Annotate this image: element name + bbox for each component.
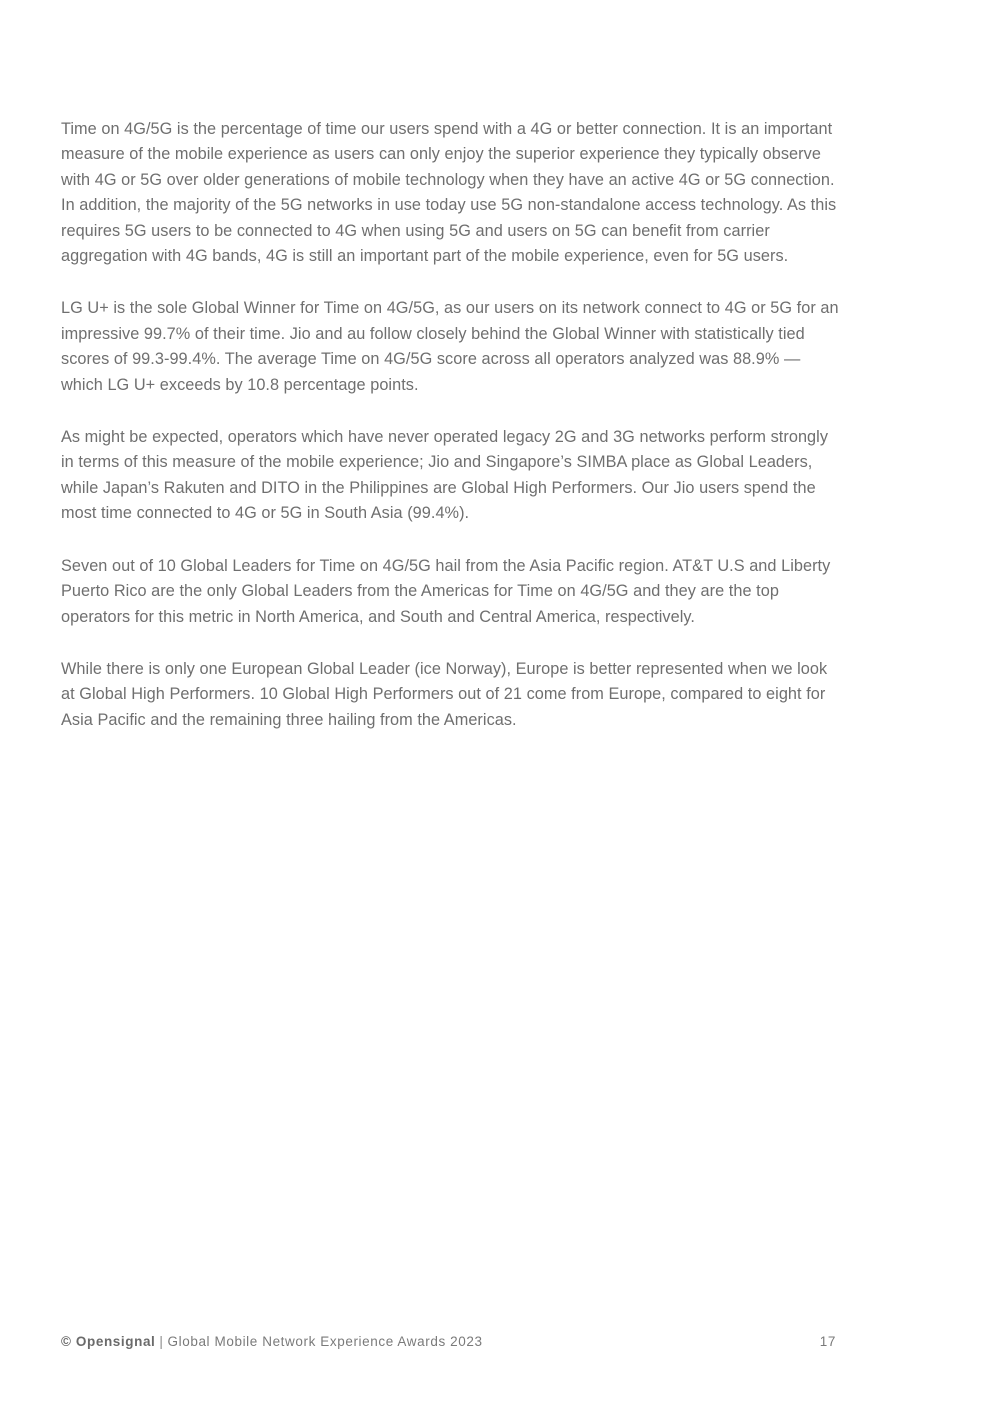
footer-report-title: Global Mobile Network Experience Awards 2023 — [167, 1334, 483, 1349]
paragraph-europe-high-performers: While there is only one European Global Leader (ice Norway), Europe is better represented when we look at Global High Performers. 10 Global High Performers out of 21 come from Europe, compared to eight for Asia Pacific and the remaining three hailing from the Americas. — [61, 659, 828, 729]
footer-credit — [61, 1334, 483, 1349]
page-number: 17 — [819, 1334, 836, 1349]
page-footer — [61, 1334, 836, 1354]
paragraph-asia-pacific-leaders: Seven out of 10 Global Leaders for Time on 4G/5G hail from the Asia Pacific region. AT&T U.S and Liberty Puerto Rico are the only Global Leaders from the Americas for Time on 4G/5G and they are the top operators for this metric in North America, and South and Central America, respectively. — [61, 556, 831, 626]
footer-separator: | — [159, 1334, 164, 1349]
paragraph-new-operators: As might be expected, operators which have never operated legacy 2G and 3G networks perform strongly in terms of this measure of the mobile experience; Jio and Singapore’s SIMBA place as Global Leaders, while Japan’s Rakuten and DITO in the Philippines are Global High Performers. Our Jio users spend the most time connected to 4G or 5G in South Asia (99.4%). — [61, 428, 829, 523]
paragraph-time-on-4g5g-definition: Time on 4G/5G is the percentage of time our users spend with a 4G or better connection. It is an important measure of the mobile experience as users can only enjoy the superior experience they typically observe with 4G or 5G over older generations of mobile technology when they have an active 4G or 5G connection. In addition, the majority of the 5G networks in use today use 5G non-standalone access technology. As this requires 5G users to be connected to 4G when using 5G and users on 5G can benefit from carrier aggregation with 4G bands, 4G is still an important part of the mobile experience, even for 5G users. — [61, 120, 837, 266]
footer-brand: © Opensignal — [61, 1334, 156, 1349]
main-content — [61, 117, 841, 760]
paragraph-global-winner: LG U+ is the sole Global Winner for Time on 4G/5G, as our users on its network connect to 4G or 5G for an impressive 99.7% of their time. Jio and au follow closely behind the Global Winner with statistically tied scores of 99.3-99.4%. The average Time on 4G/5G score across all operators analyzed was 88.9% — which LG U+ exceeds by 10.8 percentage points. — [61, 299, 839, 394]
